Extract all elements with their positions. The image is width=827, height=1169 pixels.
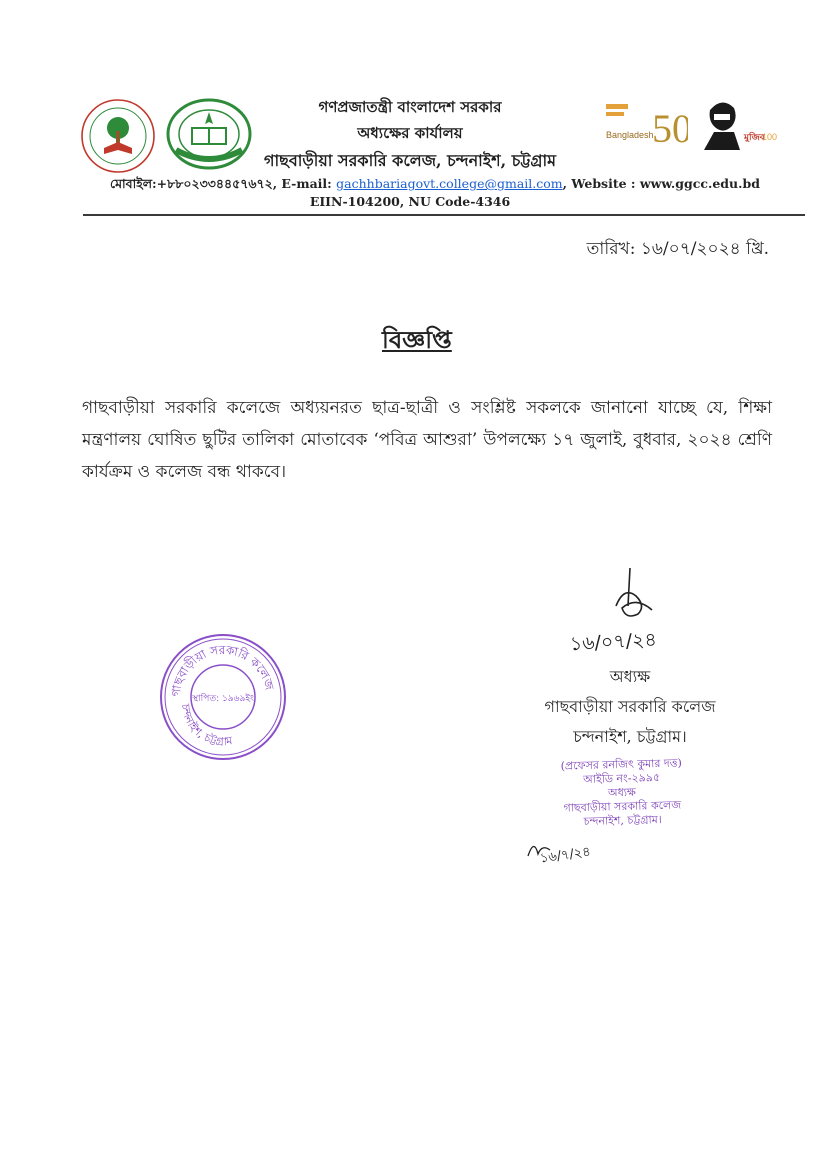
logo-country: Bangladesh xyxy=(606,130,654,140)
email-link[interactable]: gachhbariagovt.college@gmail.com xyxy=(336,176,563,191)
svg-text:গাছবাড়ীয়া সরকারি কলেজ xyxy=(169,643,277,698)
office-name: অধ্যক্ষের কার্যালয় xyxy=(357,124,463,142)
stamp-designation: অধ্যক্ষ xyxy=(607,785,637,800)
signatory-location: চন্দনাইশ, চট্টগ্রাম। xyxy=(573,727,687,746)
mujib-100-logo xyxy=(700,96,782,154)
mujib-label: মুজিব xyxy=(744,132,765,142)
bangladesh-50-logo xyxy=(604,96,688,154)
institution-codes: EIIN-104200, NU Code-4346 xyxy=(309,194,511,209)
notice-date: তারিখ: ১৬/০৭/২০২৪ খ্রি. xyxy=(586,239,769,259)
government-name: গণপ্রজাতন্ত্রী বাংলাদেশ সরকার xyxy=(318,98,502,116)
college-emblem-logo xyxy=(80,98,156,174)
college-name: গাছবাড়ীয়া সরকারি কলেজ, চন্দনাইশ, চট্টগ্রাম xyxy=(264,151,556,170)
signatory-institution: গাছবাড়ীয়া সরকারি কলেজ xyxy=(544,697,716,716)
stamp-institution: গাছবাড়ীয়া সরকারি কলেজ xyxy=(563,798,682,815)
signatory-designation: অধ্যক্ষ xyxy=(609,667,651,686)
logo-number: 50 xyxy=(652,106,688,151)
notice-body: গাছবাড়ীয়া সরকারি কলেজে অধ্যয়নরত ছাত্র-ছাত্রী ও সংশ্লিষ্ট সকলকে জানানো যাচ্ছে যে, শিক্ষা মন্ত্রণালয় ঘোষিত ছুটির তালিকা মোতাবেক ‘পবিত্র আশুরা’ উপলক্ষ্যে ১৭ জুলাই, বুধবার, ২০২৪ শ্রেণি কার্যক্রম ও কলেজ বন্ধ থাকবে। xyxy=(82,398,772,482)
notice-title: বিজ্ঞপ্তি xyxy=(382,325,452,354)
stamp-location: চন্দনাইশ, চট্টগ্রাম। xyxy=(583,812,662,829)
phone-text: মোবাইল:+৮৮০২৩৩৪৪৫৭৬৭২, E-mail: xyxy=(110,176,337,191)
principal-name-stamp xyxy=(511,755,733,831)
office-seal-stamp xyxy=(158,632,288,762)
principal-signature xyxy=(596,566,666,626)
website-text: , Website : www.ggcc.edu.bd xyxy=(562,176,760,191)
initials-date: ১৬/৭/২৪ xyxy=(539,844,592,867)
header-divider xyxy=(83,214,805,216)
bangladesh-50-emblem-icon xyxy=(604,96,688,154)
seal-top-text: গাছবাড়ীয়া সরকারি কলেজ xyxy=(168,642,277,698)
stamp-id: আইডি নং-২৯৯৫ xyxy=(583,771,661,787)
mujib-number: 100 xyxy=(762,132,778,142)
stamp-name: (প্রফেসর রনজিৎ কুমার দত্ত) xyxy=(560,756,683,773)
seal-bottom-text: চন্দনাইশ, চট্টগ্রাম xyxy=(178,703,234,749)
signature-date: ১৬/০৭/২৪ xyxy=(569,628,658,656)
mujib-portrait-icon xyxy=(700,96,782,154)
contact-line xyxy=(110,176,770,196)
seal-center-text: স্থাপিত: ১৯৬৯ইং xyxy=(192,694,254,704)
